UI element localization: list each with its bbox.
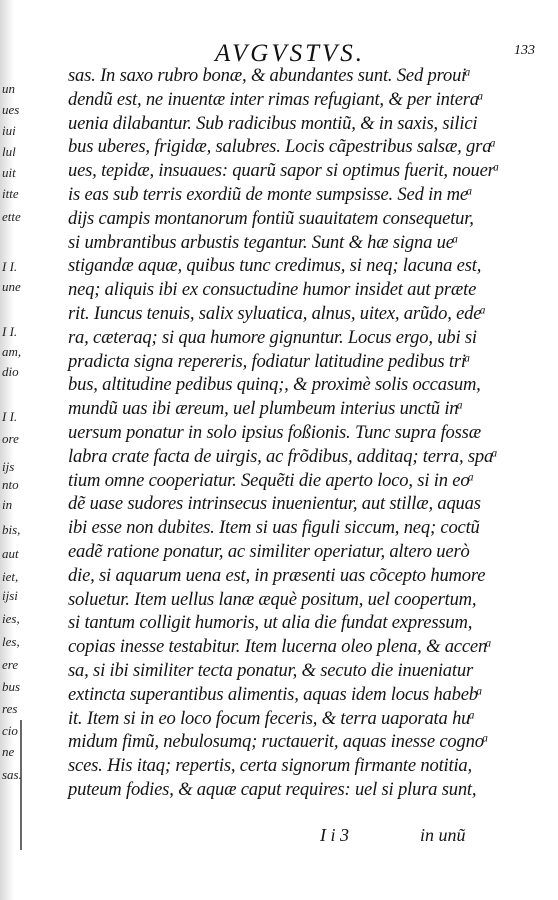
text-line: sas. In saxo rubro bonæ, & abundantes sunt. Sed prouiͣ [68, 65, 467, 86]
margin-fragment: sas. [2, 768, 22, 782]
text-line: extincta superantibus alimentis, aquas idem locus habebͣ [68, 683, 478, 705]
margin-fragment: I I. [2, 325, 18, 339]
margin-fragment: res [2, 702, 18, 716]
text-line: neq; aliquis ibi ex consuctudine humor insidet aut præte [68, 279, 477, 301]
text-line: soluetur. Item uellus lanæ æquè positum, uel coopertum, [68, 588, 477, 610]
margin-fragment: am, [2, 345, 22, 359]
text-line: sa, si ibi similiter tecta ponatur, & secuto die inueniatur [68, 659, 473, 681]
margin-fragment: ore [2, 432, 19, 446]
text-line: pradicta signa repereris, fodiatur latitudine pedibus triͣ [68, 350, 466, 372]
page-number: 133 [514, 43, 535, 58]
margin-fragment: I I. [2, 410, 18, 424]
text-line: si umbrantibus arbustis tegantur. Sunt & hæ signa ueͣ [68, 231, 454, 253]
margin-fragment: cio [2, 724, 18, 738]
text-line: si tantum colligit humoris, ut alia die fundat expressum, [68, 612, 473, 634]
margin-fragment: bis, [2, 523, 21, 537]
text-line: midum fimũ, nebulosumq; ructauerit, aquas inesse cognoͣ [68, 731, 484, 753]
text-line: dijs campis montanorum fontiũ suauitatem consequetur, [68, 207, 474, 229]
body-text-block [68, 64, 538, 802]
margin-fragment: ijsi [2, 589, 18, 603]
text-line: uersum ponatur in solo ipsius foßionis. Tunc supra fossæ [68, 421, 481, 443]
text-line: mundũ uas ibi æreum, uel plumbeum interius unctũ inͣ [68, 398, 459, 420]
margin-fragment: itte [2, 187, 19, 201]
text-line: labra crate facta de uirgis, ac frõdibus, additaq; terra, spaͣ [68, 445, 494, 467]
margin-fragment: iet, [2, 570, 19, 584]
text-line: puteum fodies, & aquæ caput requires: uel si plura sunt, [68, 778, 477, 800]
text-line: rit. Iuncus tenuis, salix syluatica, alnus, uitex, arũdo, edeͣ [68, 302, 482, 324]
margin-fragment: ne [2, 745, 15, 759]
text-line: stigandæ aquæ, quibus tunc credimus, si neq; lacuna est, [68, 255, 482, 277]
margin-fragment: ies, [2, 612, 20, 626]
text-line: ues, tepidæ, insuaues: quarũ sapor si optimus fuerit, nouerͣ [68, 160, 495, 182]
running-head: AVGVSTVS. [214, 40, 366, 67]
signature-mark: I i 3 [320, 825, 349, 845]
margin-fragment: lul [2, 145, 16, 159]
margin-fragment: in [2, 498, 13, 512]
text-line: sces. His itaq; repertis, certa signorum firmante notitia, [68, 755, 472, 777]
margin-fragment: bus [2, 680, 21, 694]
text-line: bus, altitudine pedibus quinq;, & proximè solis occasum, [68, 374, 481, 396]
facing-page-margin-fragments [2, 0, 32, 900]
margin-fragment: ette [2, 210, 21, 224]
margin-fragment: ere [2, 658, 19, 672]
margin-fragment: iui [2, 124, 16, 138]
text-line: ibi esse non dubites. Item si uas figuli siccum, neq; coctũ [68, 517, 480, 539]
margin-fragment: nto [2, 478, 19, 492]
text-line: ra, cæteraq; si qua humore gignuntur. Locus ergo, ubi si [68, 326, 477, 348]
text-line: die, si aquarum uena est, in præsenti uas cõcepto humore [68, 564, 486, 586]
text-line: dendũ est, ne inuentæ inter rimas refugiant, & per interaͣ [68, 88, 479, 110]
margin-fragment: ues [2, 103, 20, 117]
margin-fragment: aut [2, 547, 19, 561]
margin-fragment: I I. [2, 260, 18, 274]
text-line: copias inesse testabitur. Item lucerna oleo plena, & accenͣ [68, 636, 488, 658]
text-line: uenia dilabantur. Sub radicibus montiũ, & in saxis, silici [68, 112, 478, 134]
text-line: bus uberes, frigidæ, salubres. Locis cãpestribus salsæ, graͣ [68, 136, 492, 158]
margin-fragment: un [2, 82, 15, 96]
margin-fragment: dio [2, 365, 19, 379]
text-line: it. Item si in eo loco focum feceris, & terra uaporata huͣ [68, 707, 471, 729]
catchword: in unũ [420, 825, 466, 845]
text-line: dẽ uase sudores intrinsecus inuenientur, aut stillæ, aquas [68, 493, 481, 515]
margin-fragment: les, [2, 635, 20, 649]
margin-fragment: ijs [2, 460, 15, 474]
margin-fragment: une [2, 280, 21, 294]
text-line: tium omne cooperiatur. Sequẽti die aperto loco, si in eoͣ [68, 469, 470, 491]
text-line: is eas sub terris exordiũ de monte sumpsisse. Sed in meͣ [68, 183, 468, 205]
margin-fragment: uit [2, 166, 16, 180]
text-line: eadẽ ratione ponatur, ac similiter operiatur, altero uerò [68, 540, 470, 562]
